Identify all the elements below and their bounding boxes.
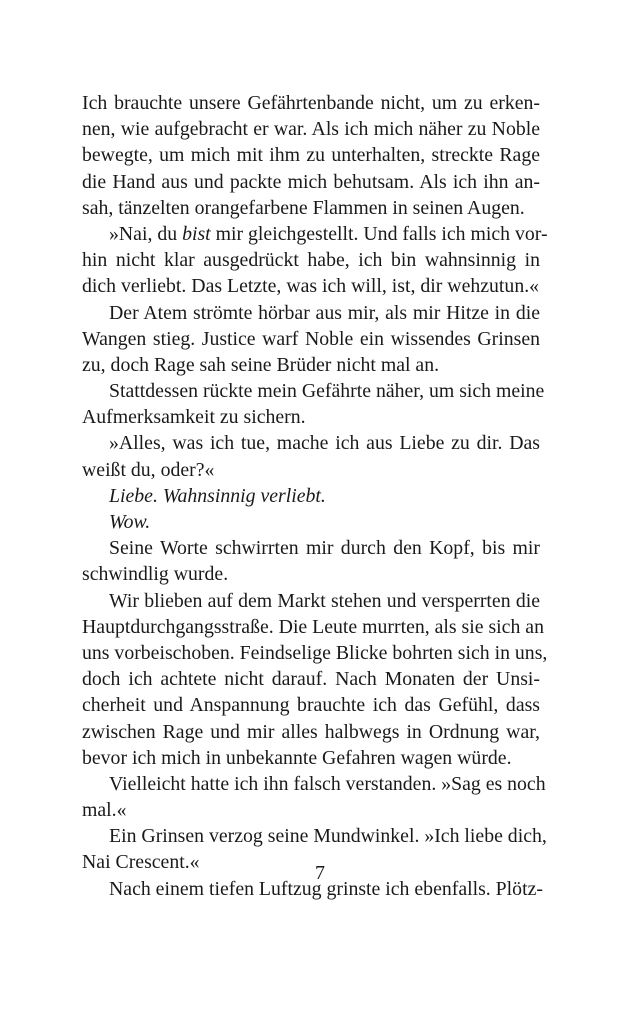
text-line: sah, tänzelten orangefarbene Flammen in seinen Augen. bbox=[82, 196, 525, 219]
text-line: uns vorbeischoben. Feindselige Blicke bohrten sich in uns, bbox=[82, 641, 548, 664]
text-line: Nai Crescent.« bbox=[82, 851, 200, 874]
text-line: Stattdessen rückte mein Gefährte näher, um sich meine bbox=[109, 380, 545, 403]
text-line: Nach einem tiefen Luftzug grinste ich ebenfalls. Plötz- bbox=[109, 877, 543, 900]
text-line: Seine Worte schwirrten mir durch den Kopf, bis mir bbox=[109, 537, 540, 560]
text-line: Liebe. Wahnsinnig verliebt. bbox=[109, 484, 326, 507]
emphasis-text: bist bbox=[182, 222, 211, 245]
text-line: Aufmerksamkeit zu sichern. bbox=[82, 406, 306, 429]
text-line: nen, wie aufgebracht er war. Als ich mich näher zu Noble bbox=[82, 118, 540, 141]
text-line bbox=[82, 221, 548, 247]
text-line: mal.« bbox=[82, 799, 127, 822]
text-segment: »Nai, du bbox=[109, 222, 183, 245]
text-line: Ich brauchte unsere Gefährtenbande nicht, um zu erken- bbox=[82, 92, 540, 114]
text-segment: mir gleichgestellt. Und falls ich mich vor- bbox=[210, 222, 548, 245]
text-line: dich verliebt. Das Letzte, was ich will, ist, dir wehzutun.« bbox=[82, 275, 540, 298]
text-line: Wow. bbox=[109, 511, 151, 533]
text-line: cherheit und Anspannung brauchte ich das Gefühl, dass bbox=[82, 694, 540, 717]
text-line: Vielleicht hatte ich ihn falsch verstanden. »Sag es noch bbox=[109, 772, 546, 795]
text-line: Wangen stieg. Justice warf Noble ein wissendes Grinsen bbox=[82, 327, 540, 350]
text-line: doch ich achtete nicht darauf. Nach Monaten der Unsi- bbox=[82, 668, 540, 691]
text-line: Hauptdurchgangsstraße. Die Leute murrten, als sie sich an bbox=[82, 615, 544, 638]
text-line: hin nicht klar ausgedrückt habe, ich bin wahnsinnig in bbox=[82, 249, 540, 272]
book-page-text bbox=[82, 90, 548, 902]
text-line: schwindlig wurde. bbox=[82, 563, 229, 586]
text-line: weißt du, oder?« bbox=[82, 458, 215, 481]
text-line: bewegte, um mich mit ihm zu unterhalten, streckte Rage bbox=[82, 144, 540, 167]
text-line: Wir blieben auf dem Markt stehen und versperrten die bbox=[109, 589, 540, 612]
text-line: zwischen Rage und mir alles halbwegs in Ordnung war, bbox=[82, 720, 540, 743]
text-line: Ein Grinsen verzog seine Mundwinkel. »Ich liebe dich, bbox=[109, 825, 547, 848]
text-line: Der Atem strömte hörbar aus mir, als mir Hitze in die bbox=[109, 301, 540, 324]
text-line: bevor ich mich in unbekannte Gefahren wagen würde. bbox=[82, 746, 512, 769]
text-line: »Alles, was ich tue, mache ich aus Liebe zu dir. Das bbox=[109, 432, 540, 455]
text-line: die Hand aus und packte mich behutsam. Als ich ihn an- bbox=[82, 170, 540, 193]
page-number: 7 bbox=[315, 862, 325, 884]
text-line: zu, doch Rage sah seine Brüder nicht mal an. bbox=[82, 353, 440, 376]
